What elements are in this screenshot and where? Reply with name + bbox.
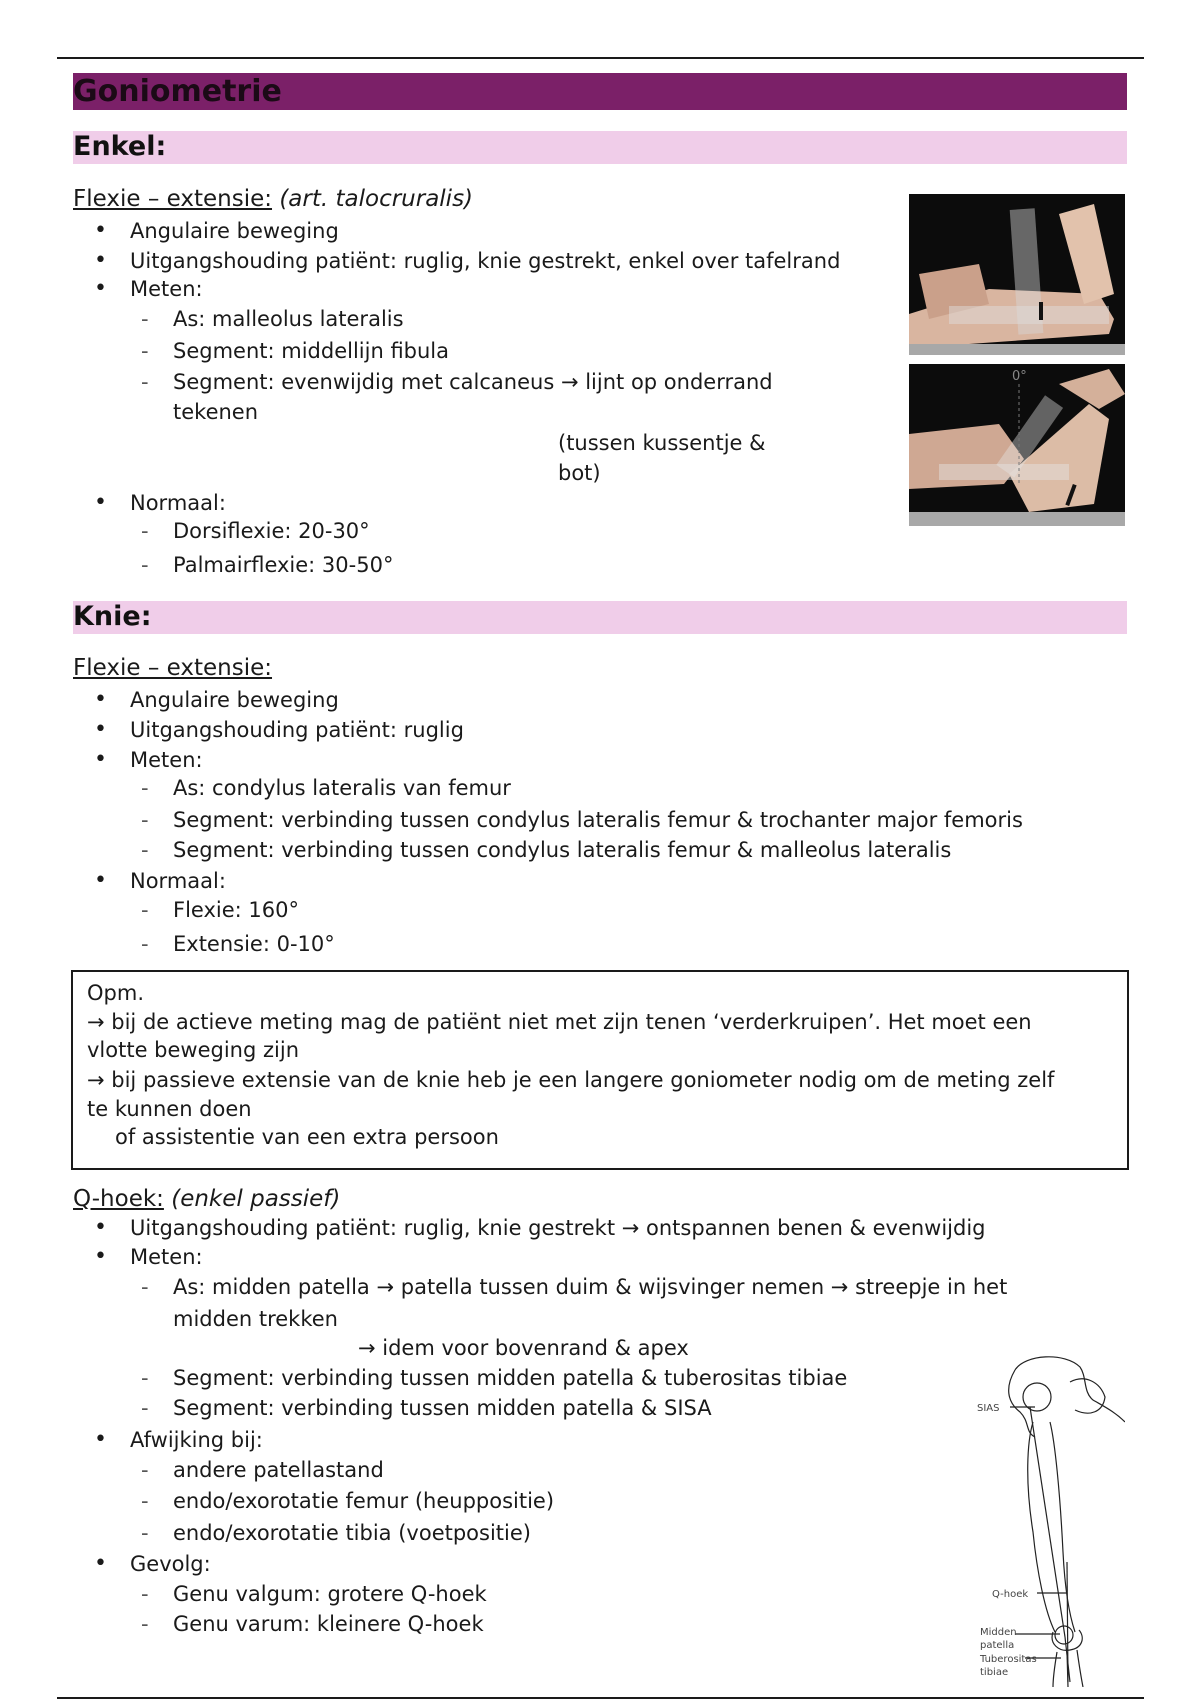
remark-line-2: → bij de actieve meting mag de patiënt niet met zijn tenen ‘verderkruipen’. Het moet een	[87, 1010, 1032, 1034]
qhoek-dash-5: - endo/exorotatie femur (heuppositie)	[173, 1487, 554, 1515]
title-bar	[73, 73, 1127, 110]
remark-box	[71, 970, 1129, 1170]
qhoek-subtitle-italic: (enkel passief)	[171, 1186, 341, 1212]
knie-bullet-4: • Normaal:	[130, 867, 226, 895]
knie-bullet-3: • Meten:	[130, 746, 203, 774]
knie-dash-1: - As: condylus lateralis van femur	[173, 774, 511, 802]
section-heading-knie: Knie:	[73, 601, 152, 632]
knie-dash-2: - Segment: verbinding tussen condylus lateralis femur & trochanter major femoris	[173, 806, 1023, 834]
enkel-dash-5: - Palmairflexie: 30-50°	[173, 551, 393, 579]
enkel-bullet-3: • Meten:	[130, 275, 203, 303]
qhoek-dash-6: - endo/exorotatie tibia (voetpositie)	[173, 1519, 531, 1547]
qhoek-dash-4: - andere patellastand	[173, 1456, 384, 1484]
figure-label-tuberositas: Tuberositas	[980, 1654, 1037, 1665]
knie-subtitle	[73, 655, 272, 681]
figure-label-patella: patella	[980, 1640, 1015, 1651]
ankle-photo-2	[909, 364, 1125, 526]
enkel-bullet-4: • Normaal:	[130, 489, 226, 517]
enkel-float-note-1: (tussen kussentje &	[558, 431, 766, 455]
ankle-photo-1	[909, 194, 1125, 355]
section-heading-enkel: Enkel:	[73, 131, 167, 162]
enkel-bullet-2: • Uitgangshouding patiënt: ruglig, knie gestrekt, enkel over tafelrand	[130, 247, 840, 275]
enkel-float-note-2: bot)	[558, 461, 601, 485]
knie-dash-5: - Extensie: 0-10°	[173, 930, 335, 958]
section-knie	[73, 601, 1127, 634]
knie-bullet-2: • Uitgangshouding patiënt: ruglig	[130, 716, 464, 744]
knie-subtitle-underlined: Flexie – extensie:	[73, 655, 273, 681]
remark-line-1: Opm.	[87, 981, 144, 1005]
remark-line-5: te kunnen doen	[87, 1097, 252, 1121]
bottom-rule	[57, 1697, 1144, 1699]
enkel-dash-2: - Segment: middellijn fibula	[173, 337, 449, 365]
qhoek-dash-1: - As: midden patella → patella tussen duim & wijsvinger nemen → streepje in het	[173, 1273, 1007, 1301]
enkel-subtitle	[73, 186, 473, 212]
remark-line-4: → bij passieve extensie van de knie heb je een langere goniometer nodig om de meting zelf	[87, 1068, 1055, 1092]
enkel-dash-4: - Dorsiflexie: 20-30°	[173, 517, 370, 545]
page-title: Goniometrie	[73, 74, 282, 109]
qhoek-dash-1-cont-2: → idem voor bovenrand & apex	[358, 1336, 689, 1360]
enkel-dash-1: - As: malleolus lateralis	[173, 305, 404, 333]
qhoek-subtitle-underlined: Q-hoek:	[73, 1186, 164, 1212]
remark-line-3: vlotte beweging zijn	[87, 1038, 299, 1062]
qhoek-dash-3: - Segment: verbinding tussen midden patella & SISA	[173, 1394, 712, 1422]
top-rule	[57, 57, 1144, 59]
qhoek-bullet-4: • Gevolg:	[130, 1550, 211, 1578]
knie-dash-4: - Flexie: 160°	[173, 896, 299, 924]
knie-bullet-1: • Angulaire beweging	[130, 686, 339, 714]
qhoek-bullet-2: • Meten:	[130, 1243, 203, 1271]
ankle-photo-2-angle-label: 0°	[1012, 369, 1027, 384]
qhoek-bullet-3: • Afwijking bij:	[130, 1426, 263, 1454]
enkel-dash-3-cont: tekenen	[173, 400, 259, 424]
qhoek-bullet-1: • Uitgangshouding patiënt: ruglig, knie gestrekt → ontspannen benen & evenwijdig	[130, 1214, 986, 1242]
enkel-dash-3: - Segment: evenwijdig met calcaneus → lijnt op onderrand	[173, 368, 773, 396]
figure-label-sias: SIAS	[977, 1403, 1000, 1414]
q-angle-skeleton-figure	[975, 1352, 1125, 1687]
knie-dash-3: - Segment: verbinding tussen condylus lateralis femur & malleolus lateralis	[173, 836, 951, 864]
enkel-subtitle-italic: (art. talocruralis)	[279, 186, 474, 212]
figure-label-tibiae: tibiae	[980, 1667, 1009, 1678]
qhoek-dash-8: - Genu varum: kleinere Q-hoek	[173, 1610, 484, 1638]
enkel-bullet-1: • Angulaire beweging	[130, 217, 339, 245]
section-enkel	[73, 131, 1127, 164]
qhoek-dash-7: - Genu valgum: grotere Q-hoek	[173, 1580, 487, 1608]
figure-label-qhoek: Q-hoek	[992, 1589, 1029, 1600]
qhoek-dash-2: - Segment: verbinding tussen midden patella & tuberositas tibiae	[173, 1364, 847, 1392]
qhoek-dash-1-cont: midden trekken	[173, 1307, 338, 1331]
remark-line-6: of assistentie van een extra persoon	[115, 1125, 499, 1149]
qhoek-subtitle	[73, 1186, 340, 1212]
figure-label-midden: Midden	[980, 1627, 1017, 1638]
enkel-subtitle-underlined: Flexie – extensie:	[73, 186, 273, 212]
